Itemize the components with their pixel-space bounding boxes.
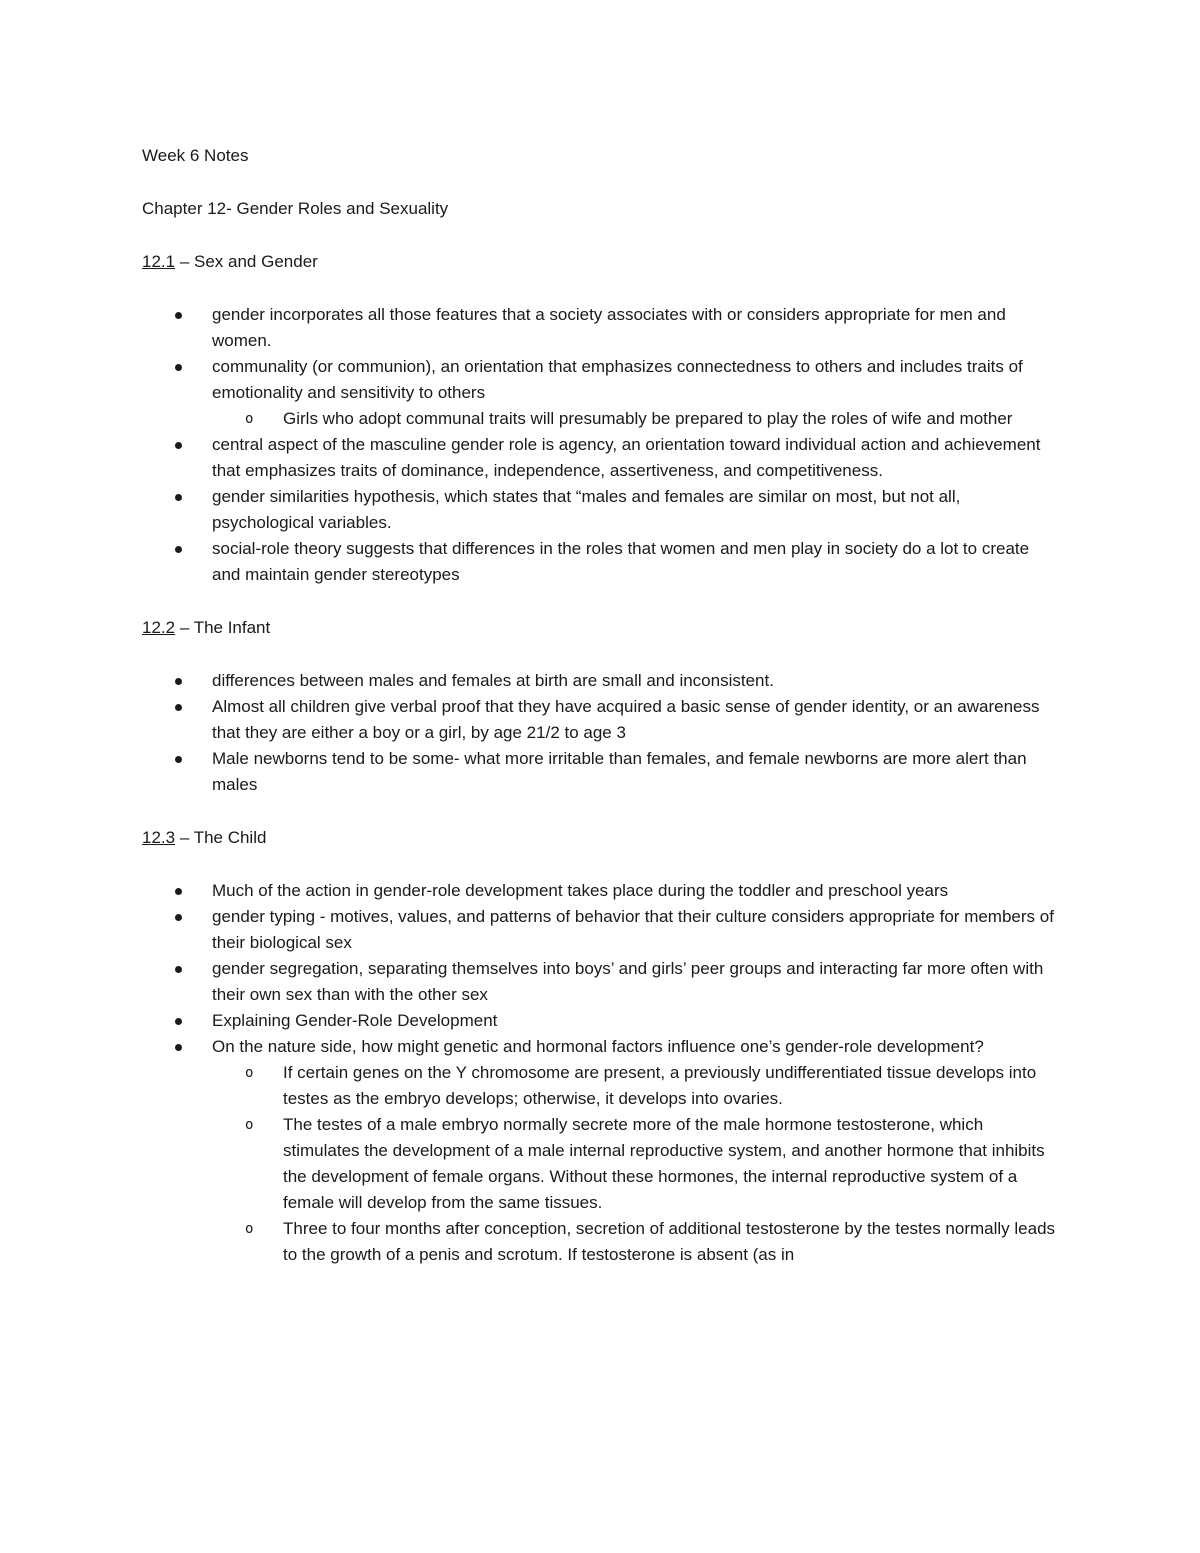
sub-list <box>212 406 1062 432</box>
list-item: differences between males and females at birth are small and inconsistent. <box>142 668 1062 694</box>
section-heading-12-3 <box>142 825 1062 851</box>
section-heading-12-1 <box>142 249 1062 275</box>
section-separator: – <box>175 618 194 637</box>
section-title: The Child <box>193 828 267 847</box>
section-12-3-list <box>142 878 1062 1268</box>
sub-list-item: o Three to four months after conception, secretion of additional testosterone by the testes normally leads to the growth of a penis and scrotum. If testosterone is absent (as in <box>212 1216 1062 1268</box>
sub-list <box>212 1060 1062 1268</box>
sub-list-item: o If certain genes on the Y chromosome are present, a previously undifferentiated tissue develops into testes as the embryo develops; otherwise, it develops into ovaries. <box>212 1060 1062 1112</box>
section-heading-12-2 <box>142 615 1062 641</box>
chapter-title: Chapter 12- Gender Roles and Sexuality <box>142 199 449 218</box>
list-item <box>142 1034 1062 1268</box>
section-separator: – <box>175 828 194 847</box>
list-item-text: On the nature side, how might genetic and hormonal factors influence one’s gender-role development? <box>212 1037 984 1056</box>
sub-list-item: o Girls who adopt communal traits will presumably be prepared to play the roles of wife and mother <box>212 406 1062 432</box>
list-item <box>142 354 1062 432</box>
section-number: 12.2 <box>142 618 176 637</box>
list-item: Explaining Gender-Role Development <box>142 1008 1062 1034</box>
list-item: gender incorporates all those features that a society associates with or considers appropriate for men and women. <box>142 302 1062 354</box>
list-item: Almost all children give verbal proof that they have acquired a basic sense of gender identity, or an awareness that they are either a boy or a girl, by age 21/2 to age 3 <box>142 694 1062 746</box>
list-item: Much of the action in gender-role development takes place during the toddler and preschool years <box>142 878 1062 904</box>
list-item: gender similarities hypothesis, which states that “males and females are similar on most, but not all, psychological variables. <box>142 484 1062 536</box>
list-item: gender segregation, separating themselves into boys’ and girls’ peer groups and interacting far more often with their own sex than with the other sex <box>142 956 1062 1008</box>
list-item: social-role theory suggests that differences in the roles that women and men play in society do a lot to create and maintain gender stereotypes <box>142 536 1062 588</box>
sub-list-item: o The testes of a male embryo normally secrete more of the male hormone testosterone, which stimulates the development of a male internal reproductive system, and another hormone that inhibits the development of female organs. Without these hormones, the internal reproductive system of a female will develop from the same tissues. <box>212 1112 1062 1216</box>
document-body <box>142 143 1062 1295</box>
section-12-2-list <box>142 668 1062 798</box>
section-title: The Infant <box>193 618 271 637</box>
section-title: Sex and Gender <box>194 252 318 271</box>
list-item: gender typing - motives, values, and patterns of behavior that their culture considers appropriate for members of their biological sex <box>142 904 1062 956</box>
list-item: central aspect of the masculine gender role is agency, an orientation toward individual action and achievement that emphasizes traits of dominance, independence, assertiveness, and competitiveness. <box>142 432 1062 484</box>
section-separator: – <box>175 252 194 271</box>
section-number: 12.3 <box>142 828 176 847</box>
list-item: Male newborns tend to be some- what more irritable than females, and female newborns are more alert than males <box>142 746 1062 798</box>
week-title: Week 6 Notes <box>142 146 249 165</box>
section-12-1-list <box>142 302 1062 588</box>
list-item-text: communality (or communion), an orientation that emphasizes connectedness to others and includes traits of emotionality and sensitivity to others <box>212 357 1023 402</box>
section-number: 12.1 <box>142 252 176 271</box>
